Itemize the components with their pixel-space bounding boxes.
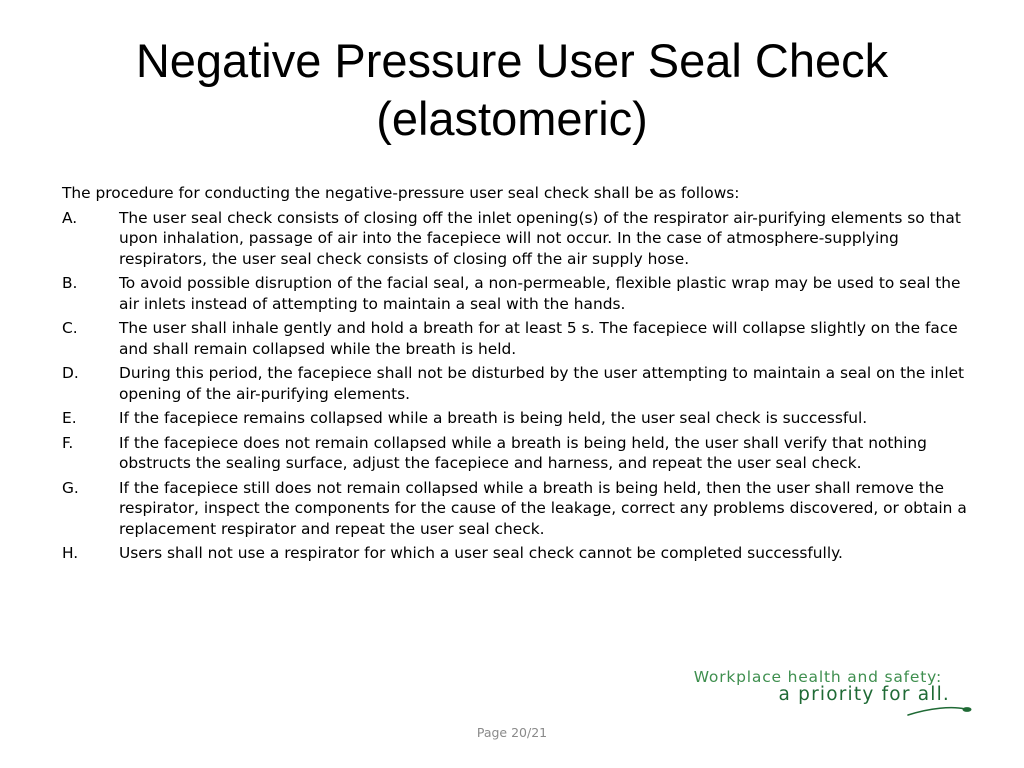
- step-item-b: [62, 273, 972, 314]
- workplace-safety-logo: [560, 668, 980, 724]
- step-text: To avoid possible disruption of the facial seal, a non-permeable, flexible plastic wrap may be used to seal the air inlets instead of attempting to maintain a seal with the hands.: [119, 274, 961, 313]
- step-item-e: [62, 408, 972, 429]
- step-text: The user seal check consists of closing off the inlet opening(s) of the respirator air-purifying elements so that upon inhalation, passage of air into the facepiece will not occur. In the case of atmosphere-supplying respirators, the user seal check consists of closing off the air supply hose.: [119, 208, 961, 268]
- page-number: Page 20/21: [476, 725, 548, 740]
- step-letter: F.: [62, 433, 74, 452]
- step-letter: E.: [62, 409, 77, 427]
- title-line-1: Negative Pressure User Seal Check: [135, 34, 889, 87]
- intro-paragraph: The procedure for conducting the negative-pressure user seal check shall be as follows:: [62, 184, 740, 202]
- step-text: The user shall inhale gently and hold a breath for at least 5 s. The facepiece will collapse slightly on the face and shall remain collapsed while the breath is held.: [119, 319, 958, 358]
- step-item-f: [62, 433, 972, 474]
- step-letter: B.: [62, 274, 78, 292]
- step-item-g: [62, 478, 972, 540]
- step-letter: C.: [62, 319, 78, 337]
- step-letter: H.: [62, 544, 79, 562]
- step-text: Users shall not use a respirator for which a user seal check cannot be completed successfully.: [119, 544, 843, 562]
- step-item-c: [62, 318, 972, 359]
- brand-tagline-line-1: Workplace health and safety:: [693, 668, 942, 686]
- step-text: If the facepiece remains collapsed while a breath is being held, the user seal check is successful.: [119, 409, 868, 427]
- step-item-h: [62, 543, 972, 564]
- step-letter: A.: [62, 208, 78, 227]
- slide-title: [0, 32, 1024, 148]
- step-text: During this period, the facepiece shall not be disturbed by the user attempting to maintain a seal on the inlet opening of the air-purifying elements.: [119, 364, 965, 403]
- swoosh-icon: [560, 668, 980, 724]
- step-text: If the facepiece still does not remain collapsed while a breath is being held, then the user shall remove the respirator, inspect the components for the cause of the leakage, correct any problems discovered, or obtain a replacement respirator and repeat the user seal check.: [119, 478, 967, 538]
- step-letter: D.: [62, 364, 79, 382]
- step-item-a: [62, 208, 972, 270]
- title-line-2: (elastomeric): [376, 92, 648, 145]
- procedure-steps-list: [62, 208, 972, 564]
- step-letter: G.: [62, 478, 79, 497]
- slide-body: [62, 183, 972, 568]
- step-text: If the facepiece does not remain collapsed while a breath is being held, the user shall verify that nothing obstructs the sealing surface, adjust the facepiece and harness, and repeat the user seal check.: [119, 433, 927, 472]
- step-item-d: [62, 363, 972, 404]
- brand-tagline-line-2: a priority for all.: [778, 684, 950, 705]
